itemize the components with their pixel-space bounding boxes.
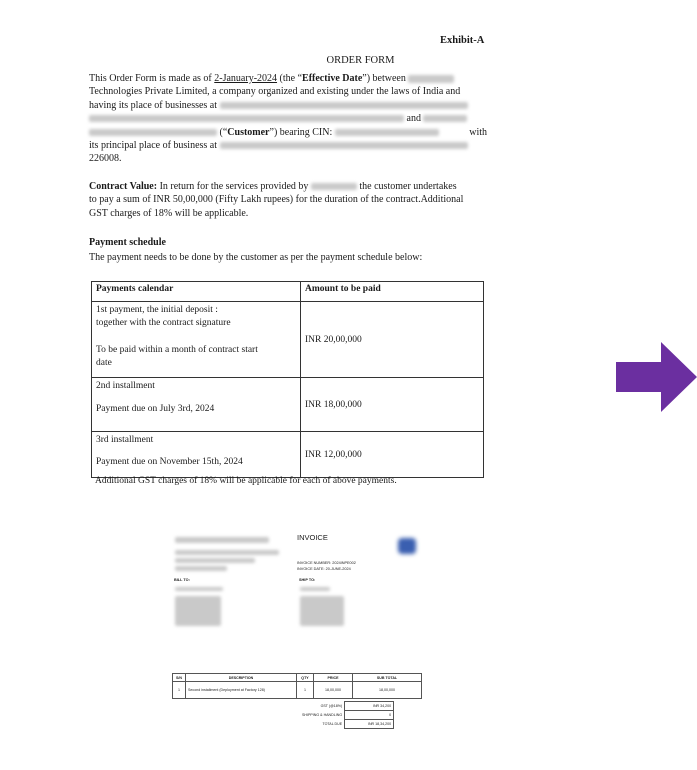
payment-description: 2nd installment Payment due on July 3rd, 2024 bbox=[92, 378, 301, 432]
total-value: INR 18,34,200 bbox=[345, 720, 394, 729]
redacted-business-address bbox=[220, 142, 468, 149]
gst-value: INR 34,200 bbox=[345, 702, 394, 711]
redacted-customer bbox=[423, 115, 467, 122]
payment-amount: INR 12,00,000 bbox=[301, 432, 484, 478]
payment-amount: INR 18,00,000 bbox=[301, 378, 484, 432]
table-row bbox=[173, 682, 422, 699]
redacted-company bbox=[408, 75, 454, 83]
invoice-header-row bbox=[173, 674, 422, 682]
payment-description: 1st payment, the initial deposit : together with the contract signature To be paid within a month of contract start date bbox=[92, 302, 301, 378]
total-label: TOTAL DUE bbox=[322, 722, 343, 726]
redacted-company-address-2 bbox=[175, 558, 255, 563]
contract-value-paragraph: Contract Value: In return for the services provided by the customer undertakes to pay a sum of INR 50,00,000 (Fifty Lakh rupees) for the duration of the contract.Additional GST charges of 18% will be applicable. bbox=[89, 181, 464, 219]
col-subtotal: SUB TOTAL bbox=[353, 674, 422, 682]
table-row bbox=[92, 378, 484, 432]
payment-schedule-heading: Payment schedule bbox=[89, 237, 166, 248]
payment-amount: INR 20,00,000 bbox=[301, 302, 484, 378]
table-row bbox=[92, 302, 484, 378]
exhibit-label: Exhibit-A bbox=[440, 35, 485, 46]
invoice-totals bbox=[300, 701, 394, 729]
redacted-ship-to-address bbox=[300, 596, 344, 626]
intro-paragraph: This Order Form is made as of 2-January-2024 (the “Effective Date”) between Technologies Private Limited, a company organized and existing under the laws of India and having its place of businesses at and (“Customer”) bearing CIN: with its principal place of business at 226008. bbox=[89, 73, 487, 165]
redacted-company-header bbox=[175, 537, 269, 543]
redacted-bill-to bbox=[175, 587, 223, 591]
invoice-number: INVOICE NUMBER: 2024INPE002 bbox=[297, 561, 356, 565]
redacted-ship-to bbox=[300, 587, 330, 591]
item-price: 18,00,000 bbox=[314, 682, 353, 699]
page-title: ORDER FORM bbox=[326, 55, 395, 66]
redacted-address-2 bbox=[89, 115, 404, 122]
redacted-company-address-3 bbox=[175, 566, 227, 571]
table-row bbox=[92, 432, 484, 478]
item-sn: 1 bbox=[173, 682, 186, 699]
shipping-label: SHIPPING & HANDLING bbox=[302, 713, 343, 717]
effective-date: 2-January-2024 bbox=[214, 73, 278, 84]
item-qty: 1 bbox=[297, 682, 314, 699]
redacted-cin bbox=[335, 129, 439, 136]
bill-to-label: BILL TO: bbox=[174, 578, 190, 582]
col-qty: QTY bbox=[297, 674, 314, 682]
invoice-date: INVOICE DATE: 20-JUNE-2024 bbox=[297, 567, 351, 571]
redacted-address bbox=[220, 102, 468, 109]
shipping-row bbox=[300, 711, 394, 720]
redacted-bill-to-address bbox=[175, 596, 221, 626]
payment-schedule-table bbox=[91, 281, 484, 478]
item-subtotal: 18,00,000 bbox=[353, 682, 422, 699]
col-description: DESCRIPTION bbox=[186, 674, 297, 682]
redacted-customer-name bbox=[89, 129, 217, 136]
gst-row bbox=[300, 702, 394, 711]
gst-label: GST (@18%) bbox=[320, 704, 343, 708]
col-sn: S/N bbox=[173, 674, 186, 682]
table-header-row bbox=[92, 282, 484, 302]
company-logo bbox=[398, 538, 416, 554]
redacted-provider bbox=[311, 183, 357, 190]
total-row bbox=[300, 720, 394, 729]
invoice-items-table bbox=[172, 673, 422, 699]
ship-to-label: SHIP TO: bbox=[299, 578, 316, 582]
shipping-value: 0 bbox=[345, 711, 394, 720]
col-amount: Amount to be paid bbox=[301, 282, 484, 302]
col-payments-calendar: Payments calendar bbox=[92, 282, 301, 302]
gst-note: Additional GST charges of 18% will be applicable for each of above payments. bbox=[95, 476, 397, 486]
payment-description: 3rd installment Payment due on November 15th, 2024 bbox=[92, 432, 301, 478]
item-description: Second installment (Deployment at Factory 128) bbox=[186, 682, 297, 699]
payment-schedule-description: The payment needs to be done by the customer as per the payment schedule below: bbox=[89, 252, 423, 263]
invoice-title: INVOICE bbox=[297, 533, 328, 542]
col-price: PRICE bbox=[314, 674, 353, 682]
right-arrow-icon bbox=[616, 342, 697, 412]
redacted-company-address bbox=[175, 550, 279, 555]
